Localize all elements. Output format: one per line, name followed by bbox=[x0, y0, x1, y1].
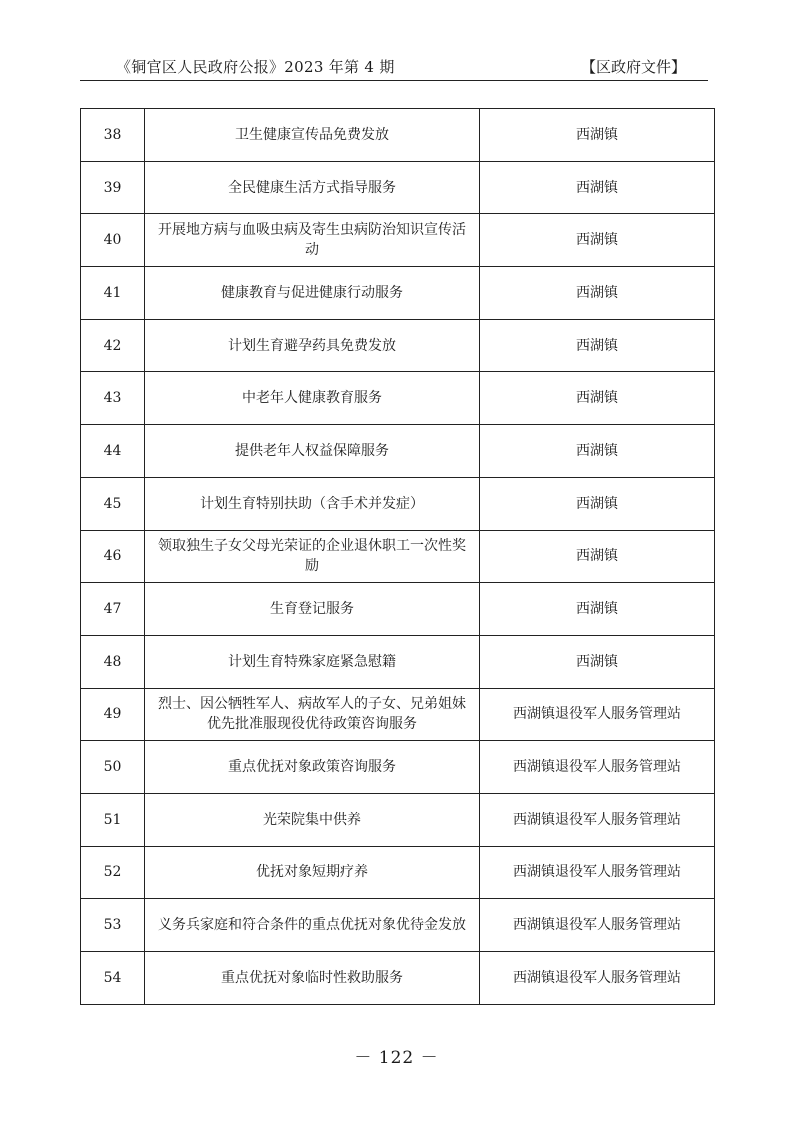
responsible-unit: 西湖镇退役军人服务管理站 bbox=[480, 899, 715, 952]
service-item-name: 健康教育与促进健康行动服务 bbox=[145, 267, 480, 320]
table-row bbox=[81, 109, 715, 162]
row-number: 46 bbox=[81, 530, 145, 583]
table-row bbox=[81, 425, 715, 478]
responsible-unit: 西湖镇 bbox=[480, 109, 715, 162]
row-number: 44 bbox=[81, 425, 145, 478]
service-item-name: 全民健康生活方式指导服务 bbox=[145, 161, 480, 214]
service-item-name: 卫生健康宣传品免费发放 bbox=[145, 109, 480, 162]
row-number: 40 bbox=[81, 214, 145, 267]
row-number: 41 bbox=[81, 267, 145, 320]
table-row bbox=[81, 372, 715, 425]
responsible-unit: 西湖镇 bbox=[480, 372, 715, 425]
service-item-name: 烈士、因公牺牲军人、病故军人的子女、兄弟姐妹优先批准服现役优待政策咨询服务 bbox=[145, 688, 480, 741]
row-number: 38 bbox=[81, 109, 145, 162]
service-item-name: 重点优抚对象临时性救助服务 bbox=[145, 952, 480, 1005]
responsible-unit: 西湖镇 bbox=[480, 583, 715, 636]
page-number: － 122 － bbox=[354, 1048, 439, 1068]
table-row bbox=[81, 635, 715, 688]
responsible-unit: 西湖镇 bbox=[480, 530, 715, 583]
responsible-unit: 西湖镇 bbox=[480, 477, 715, 530]
service-items-table bbox=[80, 108, 715, 1005]
row-number: 42 bbox=[81, 319, 145, 372]
service-item-name: 计划生育避孕药具免费发放 bbox=[145, 319, 480, 372]
service-item-name: 生育登记服务 bbox=[145, 583, 480, 636]
table-body bbox=[81, 109, 715, 1005]
row-number: 53 bbox=[81, 899, 145, 952]
responsible-unit: 西湖镇退役军人服务管理站 bbox=[480, 793, 715, 846]
row-number: 39 bbox=[81, 161, 145, 214]
table-row bbox=[81, 899, 715, 952]
table-row bbox=[81, 952, 715, 1005]
table-row bbox=[81, 688, 715, 741]
service-item-name: 开展地方病与血吸虫病及寄生虫病防治知识宣传活动 bbox=[145, 214, 480, 267]
table-row bbox=[81, 161, 715, 214]
service-item-name: 计划生育特别扶助（含手术并发症） bbox=[145, 477, 480, 530]
row-number: 50 bbox=[81, 741, 145, 794]
table-row bbox=[81, 741, 715, 794]
service-item-name: 光荣院集中供养 bbox=[145, 793, 480, 846]
service-item-name: 中老年人健康教育服务 bbox=[145, 372, 480, 425]
responsible-unit: 西湖镇退役军人服务管理站 bbox=[480, 846, 715, 899]
responsible-unit: 西湖镇退役军人服务管理站 bbox=[480, 952, 715, 1005]
responsible-unit: 西湖镇 bbox=[480, 635, 715, 688]
service-item-name: 领取独生子女父母光荣证的企业退休职工一次性奖励 bbox=[145, 530, 480, 583]
section-label: 【区政府文件】 bbox=[580, 58, 686, 76]
table-row bbox=[81, 477, 715, 530]
service-item-name: 计划生育特殊家庭紧急慰籍 bbox=[145, 635, 480, 688]
service-item-name: 义务兵家庭和符合条件的重点优抚对象优待金发放 bbox=[145, 899, 480, 952]
table-row bbox=[81, 846, 715, 899]
row-number: 45 bbox=[81, 477, 145, 530]
row-number: 47 bbox=[81, 583, 145, 636]
responsible-unit: 西湖镇退役军人服务管理站 bbox=[480, 741, 715, 794]
row-number: 43 bbox=[81, 372, 145, 425]
service-item-name: 优抚对象短期疗养 bbox=[145, 846, 480, 899]
table-row bbox=[81, 319, 715, 372]
table-row bbox=[81, 530, 715, 583]
page-header bbox=[80, 56, 708, 81]
responsible-unit: 西湖镇 bbox=[480, 425, 715, 478]
table-row bbox=[81, 214, 715, 267]
row-number: 51 bbox=[81, 793, 145, 846]
service-item-name: 提供老年人权益保障服务 bbox=[145, 425, 480, 478]
responsible-unit: 西湖镇 bbox=[480, 267, 715, 320]
table-row bbox=[81, 583, 715, 636]
responsible-unit: 西湖镇 bbox=[480, 319, 715, 372]
table-row bbox=[81, 793, 715, 846]
row-number: 48 bbox=[81, 635, 145, 688]
row-number: 54 bbox=[81, 952, 145, 1005]
responsible-unit: 西湖镇 bbox=[480, 161, 715, 214]
table-row bbox=[81, 267, 715, 320]
responsible-unit: 西湖镇 bbox=[480, 214, 715, 267]
service-item-name: 重点优抚对象政策咨询服务 bbox=[145, 741, 480, 794]
responsible-unit: 西湖镇退役军人服务管理站 bbox=[480, 688, 715, 741]
row-number: 49 bbox=[81, 688, 145, 741]
publication-title: 《铜官区人民政府公报》2023 年第 4 期 bbox=[116, 58, 395, 76]
row-number: 52 bbox=[81, 846, 145, 899]
